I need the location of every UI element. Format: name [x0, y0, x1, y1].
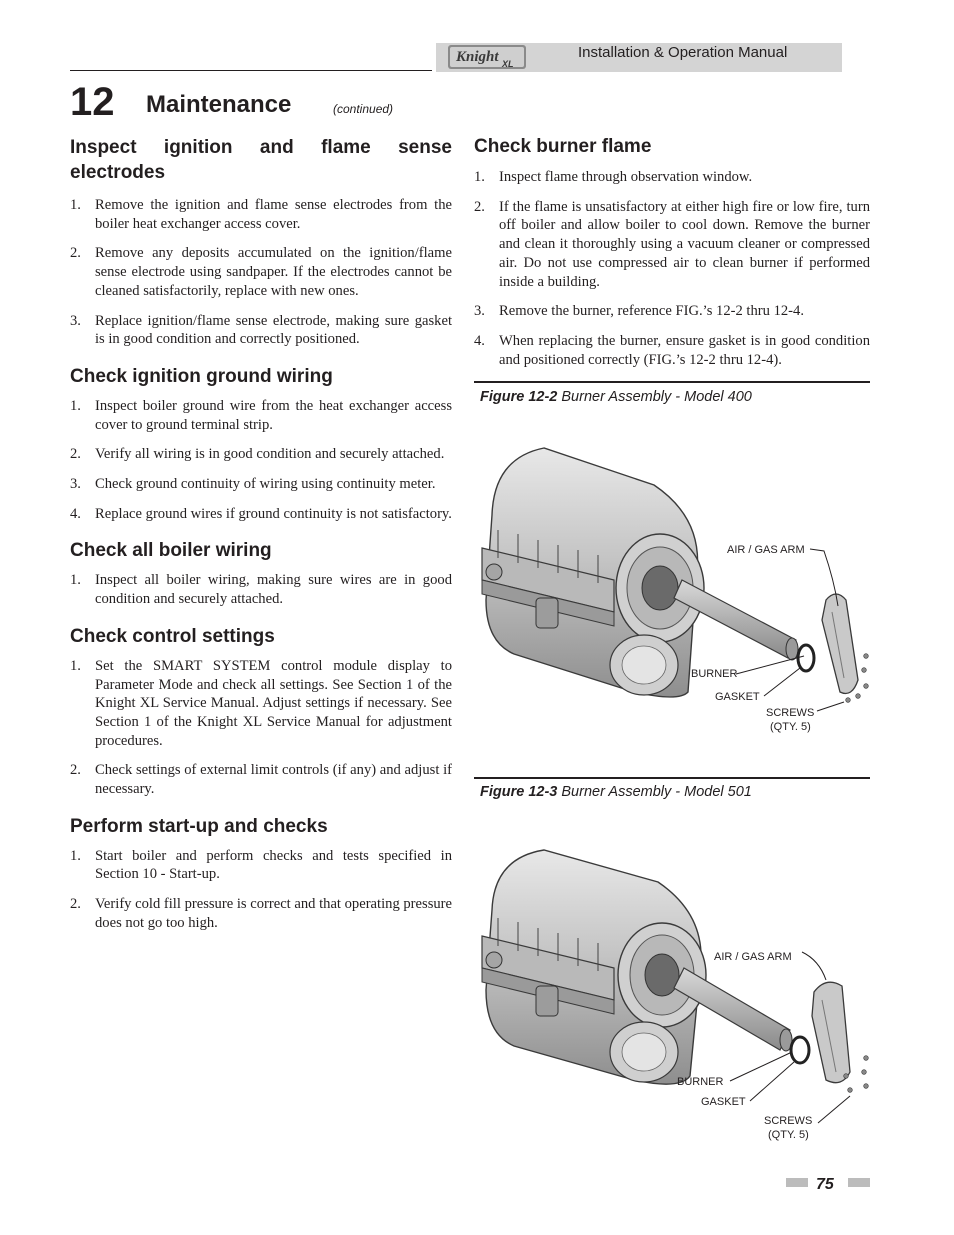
list-item: 1. Start boiler and perform checks and tests specified in Section 10 - Start-up.: [70, 847, 452, 883]
svg-text:XL: XL: [502, 59, 514, 69]
section-continued: (continued): [333, 102, 394, 116]
callout-air-gas-arm: AIR / GAS ARM: [714, 951, 792, 963]
control-heading: Check control settings: [70, 625, 275, 647]
list-item: 1. Remove the ignition and flame sense electrodes from the boiler heat exchanger access cover.: [70, 197, 452, 232]
figure-caption: Figure 12-3 Burner Assembly - Model 501: [480, 784, 752, 800]
list-item: 1. Inspect all boiler wiring, making sure wires are in good condition and securely attached.: [70, 572, 452, 608]
figure-caption: Figure 12-2 Burner Assembly - Model 400: [480, 389, 752, 405]
callout-screws-qty: (QTY. 5): [768, 1129, 809, 1141]
left-column: [70, 134, 452, 933]
burner-section: [474, 135, 870, 369]
ignition-section: [70, 135, 452, 349]
list-item: 1. Set the SMART SYSTEM control module display to Parameter Mode and check all settings. See Section 1 of the Knight XL Service Manual. Adjust settings if necessary. See Section 1 of the Knight XL Service Manual for adjustment procedures.: [70, 657, 452, 749]
right-column: [474, 134, 870, 369]
list-item: 1. Inspect flame through observation window.: [474, 169, 753, 185]
footer-bar-right: [848, 1178, 870, 1187]
svg-text:Knight: Knight: [456, 49, 499, 65]
list-item: 2. Verify all wiring is in good condition and securely attached.: [70, 446, 445, 463]
list-item: 1. Inspect boiler ground wire from the heat exchanger access cover to ground terminal strip.: [70, 397, 452, 433]
section-number: 12: [70, 80, 115, 124]
list-item: 2. Verify cold fill pressure is correct and that operating pressure does not go too high.: [70, 896, 453, 931]
callout-burner: BURNER: [677, 1076, 724, 1088]
burner-assembly-501-illustration: [474, 840, 874, 1150]
list-item: 4. Replace ground wires if ground continuity is not satisfactory.: [70, 505, 452, 522]
control-section: [70, 625, 452, 799]
figure-rule: [474, 777, 870, 779]
burner-assembly-400-illustration: [474, 430, 874, 750]
manual-title: Installation & Operation Manual: [578, 44, 788, 61]
callout-air-gas-arm: AIR / GAS ARM: [727, 544, 805, 556]
callout-gasket: GASKET: [701, 1096, 746, 1108]
callout-screws: SCREWS: [766, 707, 815, 719]
header-rule: [70, 70, 432, 71]
callout-screws: SCREWS: [764, 1115, 813, 1127]
ground-section: [70, 365, 452, 524]
startup-section: [70, 815, 452, 933]
list-item: 3. Remove the burner, reference FIG.’s 12-2 thru 12-4.: [474, 303, 804, 320]
callout-burner: BURNER: [691, 668, 738, 680]
footer-bar-left: [786, 1178, 808, 1187]
list-item: 3. Check ground continuity of wiring using continuity meter.: [70, 476, 436, 493]
wiring-section: [70, 539, 452, 608]
list-item: 2. Remove any deposits accumulated on the ignition/flame sense electrode using sandpaper. If the electrodes cannot be cleaned satisfactorily, replace with new ones.: [70, 245, 452, 299]
burner-heading: Check burner flame: [474, 136, 652, 157]
list-item: 2. If the flame is unsatisfactory at either high fire or low fire, turn off boiler and allow boiler to cool down. Remove the burner and clean it thoroughly using a vacuum cleaner or compressed air. Do not use compressed air to clean burner if performed inside a building.: [474, 198, 870, 290]
section-title: Maintenance: [146, 91, 292, 118]
list-item: 4. When replacing the burner, ensure gasket is in good condition and positioned correctly (FIG.’s 12-2 thru 12-4).: [474, 332, 870, 368]
startup-heading: Perform start-up and checks: [70, 815, 328, 837]
figure-rule: [474, 381, 870, 383]
callout-gasket: GASKET: [715, 691, 760, 703]
wiring-heading: Check all boiler wiring: [70, 540, 272, 562]
page-number: 75: [816, 1176, 834, 1193]
callout-screws-qty: (QTY. 5): [770, 721, 811, 733]
knight-xl-logo: [446, 43, 528, 71]
ground-heading: Check ignition ground wiring: [70, 365, 333, 387]
list-item: 3. Replace ignition/flame sense electrode, making sure gasket is in good condition and correctly positioned.: [70, 312, 452, 348]
ignition-heading: Inspect ignition and flame sense electrodes: [70, 137, 452, 183]
list-item: 2. Check settings of external limit controls (if any) and adjust if necessary.: [70, 762, 452, 798]
